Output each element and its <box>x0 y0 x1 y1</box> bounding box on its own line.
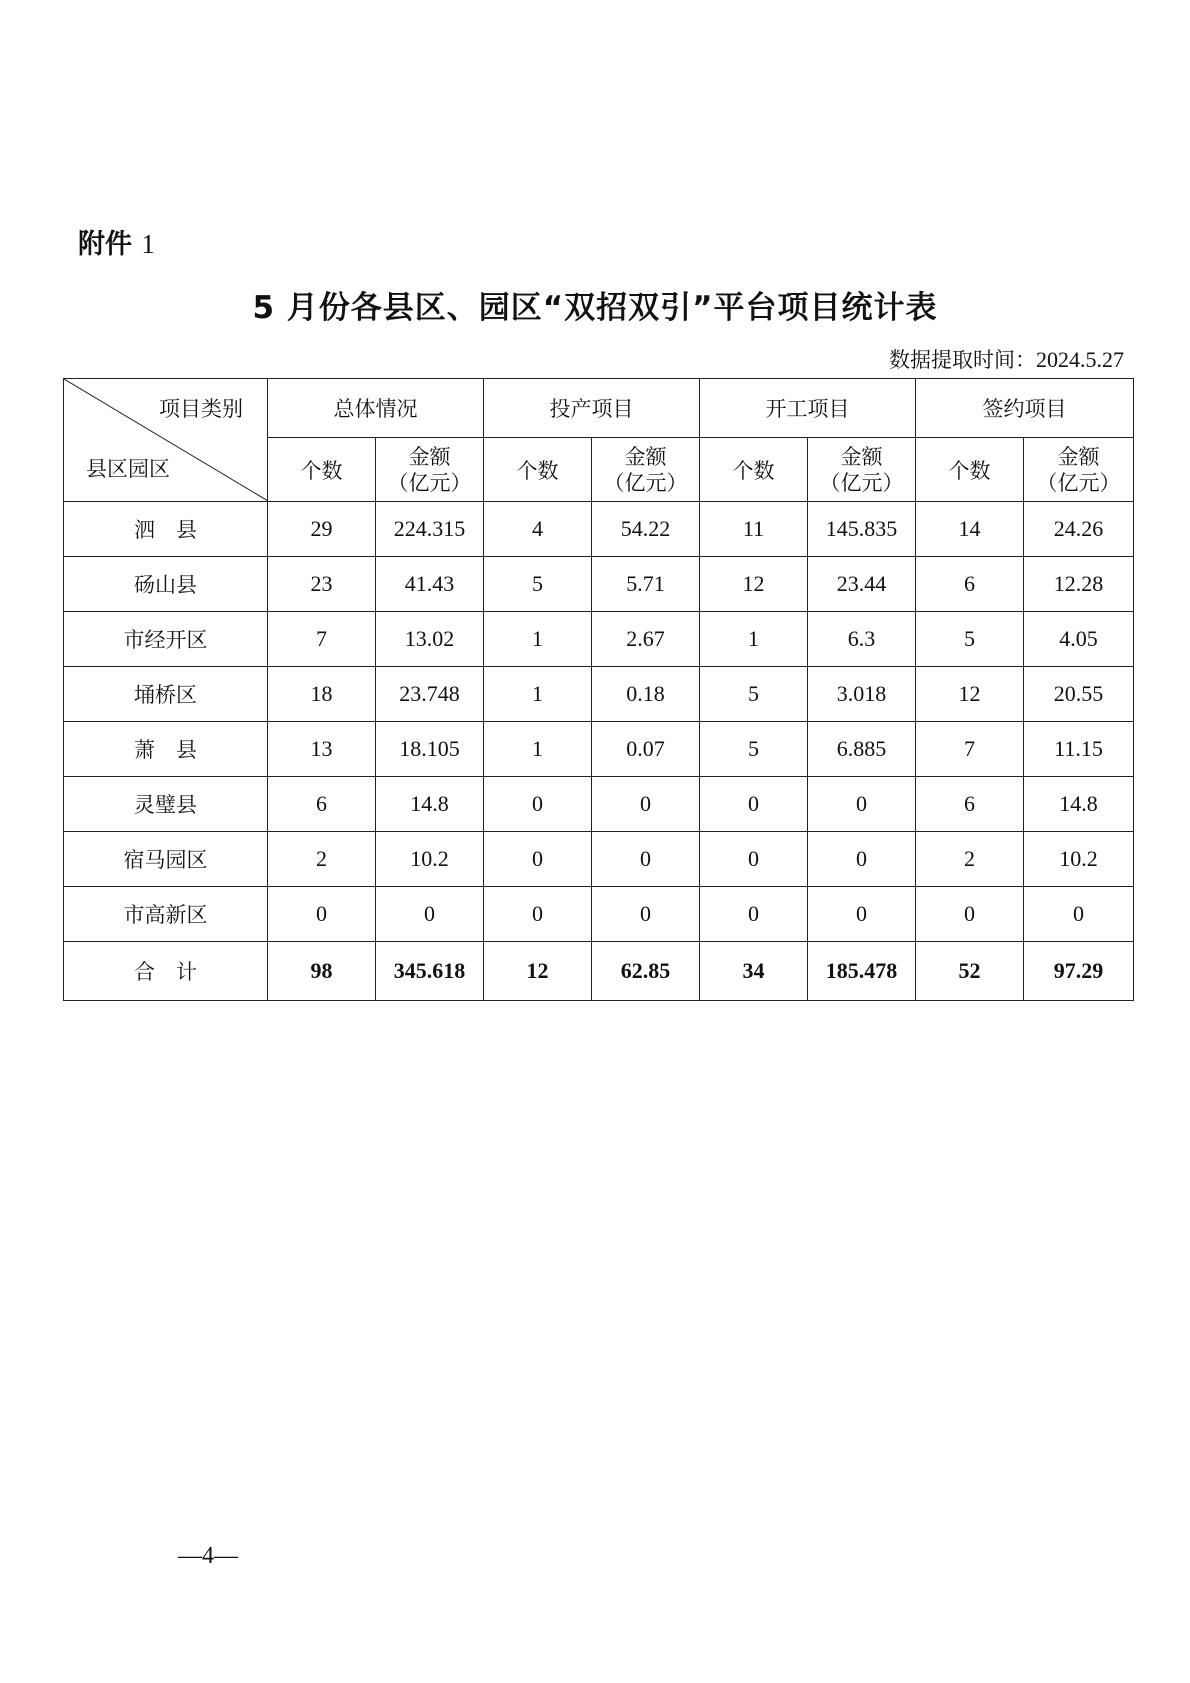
table-cell: 1 <box>484 722 592 777</box>
table-cell: 2 <box>268 832 376 887</box>
sub-header-amount-line2: （亿元） <box>819 470 904 495</box>
sub-header-amount <box>376 438 484 502</box>
table-cell: 12 <box>700 557 808 612</box>
table-cell: 0 <box>484 832 592 887</box>
table-row <box>64 722 1134 777</box>
table-cell: 6 <box>916 777 1024 832</box>
table-cell: 6 <box>268 777 376 832</box>
table-cell: 14 <box>916 502 1024 557</box>
total-cell: 98 <box>268 942 376 1001</box>
table-cell: 41.43 <box>376 557 484 612</box>
extract-date: 2024.5.27 <box>1036 347 1124 372</box>
table-cell: 224.315 <box>376 502 484 557</box>
corner-header-cell <box>64 379 268 502</box>
sub-header-amount-line1: 金额 <box>840 444 883 469</box>
region-name: 萧 县 <box>64 722 268 777</box>
table-cell: 0 <box>700 777 808 832</box>
table-cell: 12 <box>916 667 1024 722</box>
extract-time <box>889 344 1124 374</box>
table-row <box>64 832 1134 887</box>
table-row <box>64 887 1134 942</box>
sub-header-amount-line1: 金额 <box>1057 444 1100 469</box>
region-name: 砀山县 <box>64 557 268 612</box>
table-cell: 1 <box>484 667 592 722</box>
total-row <box>64 942 1134 1001</box>
table-cell: 0.07 <box>592 722 700 777</box>
table-cell: 13.02 <box>376 612 484 667</box>
table-cell: 145.835 <box>808 502 916 557</box>
table-cell: 6.885 <box>808 722 916 777</box>
sub-header-amount-line2: （亿元） <box>603 470 688 495</box>
table-cell: 0 <box>592 777 700 832</box>
sub-header-amount-line2: （亿元） <box>387 470 472 495</box>
table-row <box>64 777 1134 832</box>
table-cell: 13 <box>268 722 376 777</box>
attachment-number: 1 <box>141 229 155 259</box>
table-row <box>64 667 1134 722</box>
table-cell: 0 <box>592 887 700 942</box>
total-cell: 12 <box>484 942 592 1001</box>
table-cell: 18 <box>268 667 376 722</box>
table-cell: 0 <box>268 887 376 942</box>
table-cell: 5 <box>484 557 592 612</box>
table-cell: 4.05 <box>1024 612 1134 667</box>
table-cell: 20.55 <box>1024 667 1134 722</box>
total-cell: 345.618 <box>376 942 484 1001</box>
group-header-production: 投产项目 <box>484 379 700 438</box>
table-cell: 4 <box>484 502 592 557</box>
table-cell: 24.26 <box>1024 502 1134 557</box>
table-cell: 5 <box>916 612 1024 667</box>
table-cell: 6 <box>916 557 1024 612</box>
table-cell: 5 <box>700 722 808 777</box>
table-cell: 5 <box>700 667 808 722</box>
total-cell: 34 <box>700 942 808 1001</box>
table-cell: 23.748 <box>376 667 484 722</box>
table-cell: 0 <box>808 832 916 887</box>
region-name: 埇桥区 <box>64 667 268 722</box>
table-cell: 5.71 <box>592 557 700 612</box>
group-header-overall: 总体情况 <box>268 379 484 438</box>
sub-header-count: 个数 <box>484 438 592 502</box>
table-row <box>64 557 1134 612</box>
table-cell: 0 <box>808 887 916 942</box>
table-cell: 0 <box>700 887 808 942</box>
table-cell: 29 <box>268 502 376 557</box>
table-row <box>64 612 1134 667</box>
table-cell: 0 <box>484 777 592 832</box>
region-name: 泗 县 <box>64 502 268 557</box>
statistics-table <box>63 378 1134 1001</box>
sub-header-amount-line2: （亿元） <box>1036 470 1121 495</box>
group-header-signed: 签约项目 <box>916 379 1134 438</box>
total-label: 合 计 <box>64 942 268 1001</box>
table-cell: 7 <box>916 722 1024 777</box>
sub-header-amount <box>1024 438 1134 502</box>
table-cell: 0 <box>808 777 916 832</box>
table-cell: 0 <box>916 887 1024 942</box>
table-cell: 0.18 <box>592 667 700 722</box>
header-row-groups <box>64 379 1134 438</box>
region-name: 市高新区 <box>64 887 268 942</box>
table-cell: 2 <box>916 832 1024 887</box>
table-cell: 18.105 <box>376 722 484 777</box>
region-name: 市经开区 <box>64 612 268 667</box>
total-cell: 52 <box>916 942 1024 1001</box>
corner-label-region: 县区园区 <box>86 457 170 481</box>
table-cell: 2.67 <box>592 612 700 667</box>
table-cell: 23.44 <box>808 557 916 612</box>
corner-label-category: 项目类别 <box>159 397 243 421</box>
total-cell: 185.478 <box>808 942 916 1001</box>
sub-header-count: 个数 <box>268 438 376 502</box>
table-cell: 14.8 <box>376 777 484 832</box>
table-row <box>64 502 1134 557</box>
page-number: —4— <box>178 1543 238 1569</box>
table-cell: 54.22 <box>592 502 700 557</box>
table-cell: 0 <box>700 832 808 887</box>
sub-header-amount <box>808 438 916 502</box>
region-name: 宿马园区 <box>64 832 268 887</box>
total-cell: 62.85 <box>592 942 700 1001</box>
table-cell: 11 <box>700 502 808 557</box>
table-cell: 7 <box>268 612 376 667</box>
table-cell: 0 <box>592 832 700 887</box>
table-cell: 1 <box>484 612 592 667</box>
table-cell: 12.28 <box>1024 557 1134 612</box>
page-title: 5 月份各县区、园区“双招双引”平台项目统计表 <box>252 290 938 326</box>
table-cell: 3.018 <box>808 667 916 722</box>
group-header-construction: 开工项目 <box>700 379 916 438</box>
table-cell: 10.2 <box>376 832 484 887</box>
table-cell: 0 <box>484 887 592 942</box>
attachment-label <box>78 222 155 261</box>
table-cell: 0 <box>376 887 484 942</box>
sub-header-amount-line1: 金额 <box>408 444 451 469</box>
table-cell: 11.15 <box>1024 722 1134 777</box>
attachment-text: 附件 <box>78 229 132 260</box>
sub-header-amount <box>592 438 700 502</box>
table-cell: 0 <box>1024 887 1134 942</box>
table-cell: 23 <box>268 557 376 612</box>
table-cell: 10.2 <box>1024 832 1134 887</box>
extract-label: 数据提取时间： <box>889 348 1036 372</box>
table-cell: 1 <box>700 612 808 667</box>
sub-header-amount-line1: 金额 <box>624 444 667 469</box>
total-cell: 97.29 <box>1024 942 1134 1001</box>
region-name: 灵璧县 <box>64 777 268 832</box>
table-cell: 6.3 <box>808 612 916 667</box>
table-cell: 14.8 <box>1024 777 1134 832</box>
sub-header-count: 个数 <box>700 438 808 502</box>
sub-header-count: 个数 <box>916 438 1024 502</box>
